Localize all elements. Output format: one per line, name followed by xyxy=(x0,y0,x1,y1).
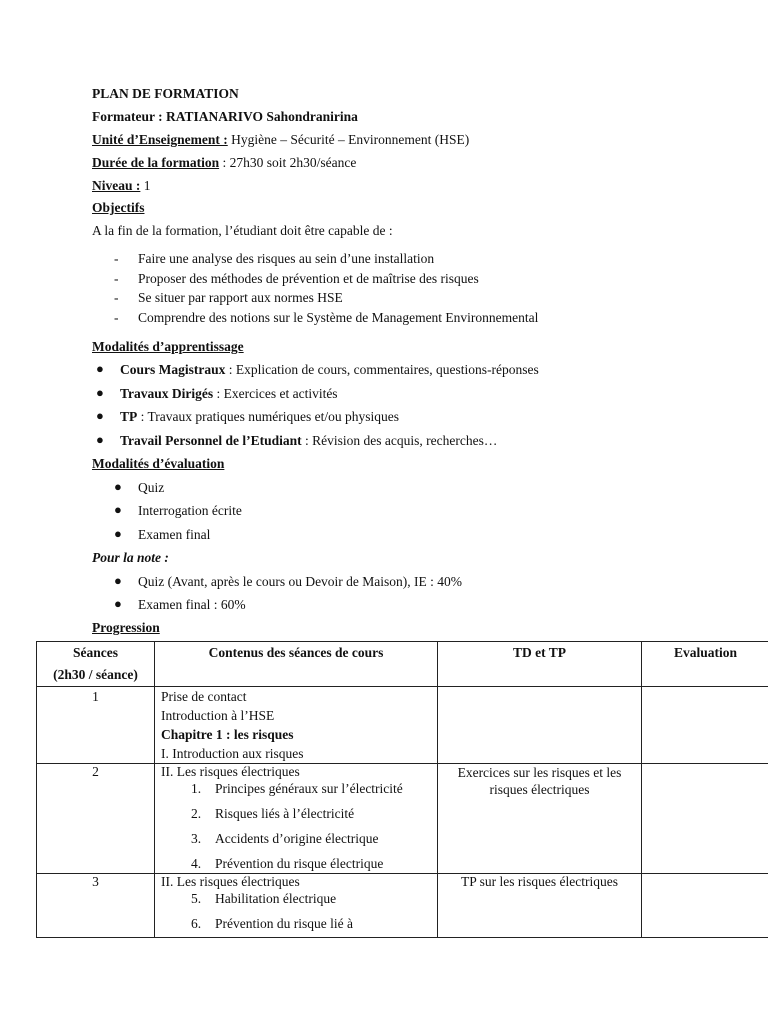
td-tp-text: TP sur les risques électriques xyxy=(461,874,618,889)
item-label: TP xyxy=(120,409,138,424)
header-seances-line1: Séances xyxy=(73,645,118,660)
bullet-icon: ● xyxy=(96,432,104,447)
bullet-icon: ● xyxy=(114,573,122,588)
header-td-tp xyxy=(438,642,642,687)
chapter-title: Chapitre 1 : les risques xyxy=(161,727,294,742)
header-contenus xyxy=(155,642,438,687)
formateur-label: Formateur : xyxy=(92,109,163,124)
evaluation-cell xyxy=(642,874,768,938)
numbered-item: 1. Principes généraux sur l’électricité xyxy=(191,781,403,796)
bullet-icon: ● xyxy=(114,596,122,611)
objectifs-heading: Objectifs xyxy=(92,200,145,215)
evaluation-cell xyxy=(642,764,768,874)
objective-text: Se situer par rapport aux normes HSE xyxy=(138,290,343,305)
progression-table xyxy=(36,641,768,938)
duree-label: Durée de la formation xyxy=(92,155,220,170)
numbered-item: 3. Accidents d’origine électrique xyxy=(191,831,379,846)
table-row xyxy=(37,764,768,874)
objectifs-intro: A la fin de la formation, l’étudiant doit être capable de : xyxy=(92,223,393,238)
content-heading: II. Les risques électriques xyxy=(161,764,300,779)
document-title: PLAN DE FORMATION xyxy=(92,86,239,101)
seance-number: 1 xyxy=(37,687,155,764)
item-text: Quiz xyxy=(138,480,165,495)
seance-number: 2 xyxy=(37,764,155,874)
ue-line xyxy=(92,132,469,148)
objective-text: Proposer des méthodes de prévention et de maîtrise des risques xyxy=(138,271,479,286)
content-line: Introduction à l’HSE xyxy=(161,708,275,723)
apprentissage-heading: Modalités d’apprentissage xyxy=(92,339,244,354)
evaluation-heading: Modalités d’évaluation xyxy=(92,456,225,471)
table-row xyxy=(37,874,768,938)
table-header-row xyxy=(37,642,768,687)
note-heading: Pour la note : xyxy=(92,550,169,565)
objective-text: Faire une analyse des risques au sein d’une installation xyxy=(138,251,435,266)
header-seances-line2: (2h30 / séance) xyxy=(53,667,138,682)
seance-content xyxy=(155,687,438,764)
item-text: Examen final xyxy=(138,527,211,542)
bullet-icon: ● xyxy=(96,385,104,400)
item-text: : Révision des acquis, recherches… xyxy=(301,433,498,448)
numbered-item: 4. Prévention du risque électrique xyxy=(191,856,384,871)
formateur-value: RATIANARIVO Sahondranirina xyxy=(165,109,358,124)
niveau-label: Niveau : xyxy=(92,178,141,193)
duree-value: : 27h30 soit 2h30/séance xyxy=(219,155,357,170)
seance-content xyxy=(155,764,438,874)
niveau-line xyxy=(92,178,151,194)
bullet-icon: ● xyxy=(114,526,122,541)
bullet-icon: ● xyxy=(114,502,122,517)
numbered-item: 2. Risques liés à l’électricité xyxy=(191,806,355,821)
bullet-icon: ● xyxy=(114,479,122,494)
bullet-icon: ● xyxy=(96,361,104,376)
item-text: : Travaux pratiques numériques et/ou physiques xyxy=(137,409,399,424)
content-heading: II. Les risques électriques xyxy=(161,874,300,889)
item-text: : Exercices et activités xyxy=(213,386,338,401)
numbered-item: 6. Prévention du risque lié à xyxy=(191,916,353,931)
ue-label: Unité d’Enseignement : xyxy=(92,132,228,147)
progression-heading: Progression xyxy=(92,620,160,635)
objective-text: Comprendre des notions sur le Système de Management Environnemental xyxy=(138,310,539,325)
td-tp-text: Exercices sur les risques et les xyxy=(457,765,622,780)
header-evaluation-text: Evaluation xyxy=(673,645,738,660)
niveau-value: 1 xyxy=(143,178,151,193)
ue-value: Hygiène – Sécurité – Environnement (HSE) xyxy=(231,132,470,147)
numbered-item: 5. Habilitation électrique xyxy=(191,891,337,906)
bullet-icon: ● xyxy=(96,408,104,423)
duree-line xyxy=(92,155,356,171)
formateur-line xyxy=(92,109,358,125)
table-row xyxy=(37,687,768,764)
item-text: : Explication de cours, commentaires, questions-réponses xyxy=(225,362,539,377)
seance-number: 3 xyxy=(37,874,155,938)
item-text: Quiz (Avant, après le cours ou Devoir de Maison), IE : 40% xyxy=(138,574,463,589)
header-seances xyxy=(37,642,155,687)
item-text: Examen final : 60% xyxy=(138,597,246,612)
header-td-tp-text: TD et TP xyxy=(513,645,566,660)
evaluation-cell xyxy=(642,687,768,764)
td-tp-cell xyxy=(438,687,642,764)
header-evaluation xyxy=(642,642,768,687)
item-label: Cours Magistraux xyxy=(120,362,226,377)
content-line: I. Introduction aux risques xyxy=(161,746,304,761)
item-label: Travail Personnel de l’Etudiant xyxy=(120,433,302,448)
item-text: Interrogation écrite xyxy=(138,503,242,518)
seance-content xyxy=(155,874,438,938)
td-tp-text: risques électriques xyxy=(489,782,590,797)
content-line: Prise de contact xyxy=(161,689,247,704)
td-tp-cell xyxy=(438,874,642,938)
td-tp-cell xyxy=(438,764,642,874)
header-contenus-text: Contenus des séances de cours xyxy=(208,645,384,660)
item-label: Travaux Dirigés xyxy=(120,386,214,401)
